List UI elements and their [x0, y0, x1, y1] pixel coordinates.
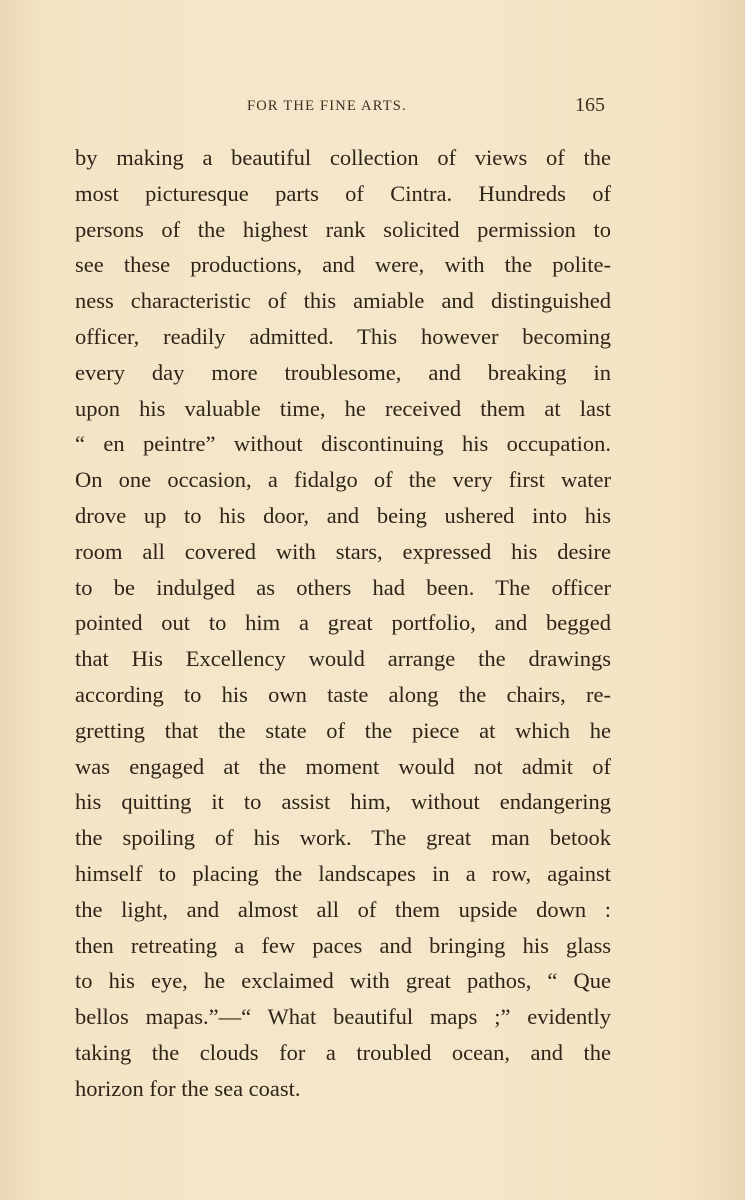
text-line: the light, and almost all of them upside down :	[75, 896, 611, 922]
page-header	[0, 94, 745, 124]
text-line: himself to placing the landscapes in a row, against	[75, 860, 611, 886]
text-line: taking the clouds for a troubled ocean, and the	[75, 1039, 611, 1065]
text-line: horizon for the sea coast.	[75, 1075, 301, 1101]
running-head: FOR THE FINE ARTS.	[247, 98, 407, 114]
text-line: to be indulged as others had been. The officer	[75, 574, 611, 600]
text-line: room all covered with stars, expressed his desire	[75, 538, 611, 564]
text-line: his quitting it to assist him, without endangering	[75, 789, 611, 815]
text-line: to his eye, he exclaimed with great pathos, “ Que	[75, 968, 611, 994]
text-line: “ en peintre” without discontinuing his occupation.	[75, 431, 611, 457]
text-line: that His Excellency would arrange the drawings	[75, 646, 611, 672]
text-line: according to his own taste along the chairs, re-	[75, 681, 611, 707]
text-line: persons of the highest rank solicited permission to	[75, 216, 611, 242]
text-line: every day more troublesome, and breaking in	[75, 359, 611, 385]
text-line: gretting that the state of the piece at which he	[75, 717, 611, 743]
text-line: On one occasion, a fidalgo of the very first water	[75, 467, 611, 493]
text-line: bellos mapas.”—“ What beautiful maps ;” evidently	[75, 1004, 611, 1030]
body-text	[75, 140, 611, 1107]
page-number: 165	[575, 94, 605, 116]
text-line: most picturesque parts of Cintra. Hundreds of	[75, 180, 611, 206]
text-line: ness characteristic of this amiable and distinguished	[75, 288, 611, 314]
text-line: then retreating a few paces and bringing his glass	[75, 932, 611, 958]
text-line: the spoiling of his work. The great man betook	[75, 825, 611, 851]
text-line: drove up to his door, and being ushered into his	[75, 502, 611, 528]
text-line: see these productions, and were, with the polite-	[75, 252, 611, 278]
text-line: by making a beautiful collection of views of the	[75, 145, 611, 170]
text-line: officer, readily admitted. This however becoming	[75, 323, 611, 349]
text-line: upon his valuable time, he received them at last	[75, 395, 611, 421]
text-line: pointed out to him a great portfolio, and begged	[75, 610, 611, 636]
text-line: was engaged at the moment would not admit of	[75, 753, 611, 779]
